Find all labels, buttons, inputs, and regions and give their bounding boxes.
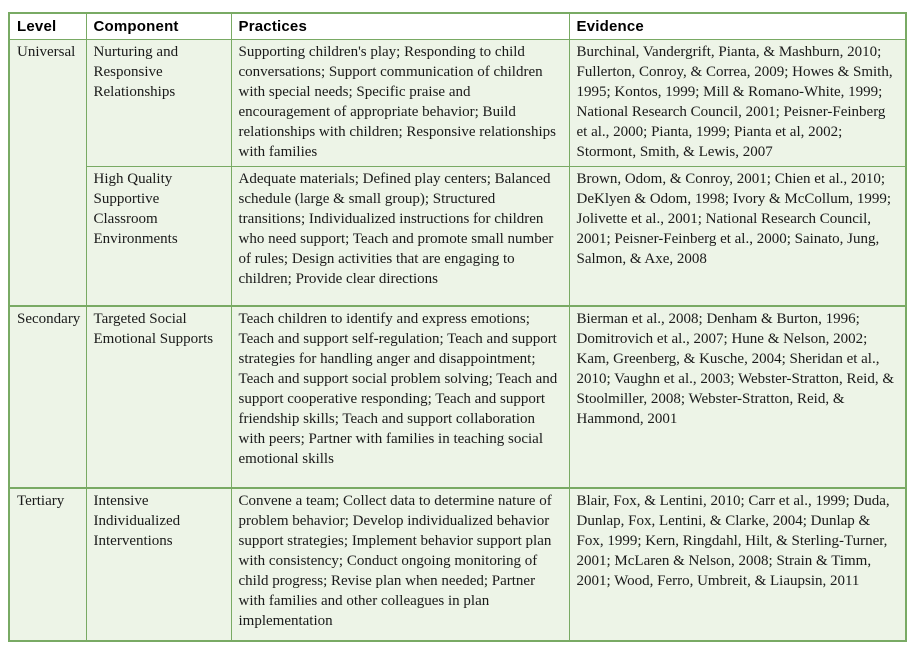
evidence-cell-universal-environments: Brown, Odom, & Conroy, 2001; Chien et al., 2010; DeKlyen & Odom, 1998; Ivory & McCollum, 1999; Jolivette et al., 2001; National Research Council, 2001; Peisner-Feinberg et al., 2000; Sainato, Jung, Salmon, & Axe, 2008 [569,166,906,306]
practices-cell-universal-environments: Adequate materials; Defined play centers; Balanced schedule (large & small group); Structured transitions; Individualized instructions for children who need support; Teach and promote small number of rules; Design activities that are engaging to children; Provide clear directions [231,166,569,306]
component-cell-intensive-individualized: Intensive Individualized Interventions [86,488,231,641]
evidence-cell-tertiary: Blair, Fox, & Lentini, 2010; Carr et al., 1999; Duda, Dunlap, Fox, Lentini, & Clarke, 2004; Dunlap & Fox, 1999; Kern, Ringdahl, Hilt, & Sterling-Turner, 2001; McLaren & Nelson, 2008; Strain & Timm, 2001; Wood, Ferro, Umbreit, & Liaupsin, 2011 [569,488,906,641]
practices-cell-universal-relationships: Supporting children's play; Responding to child conversations; Support communication of children with special needs; Specific praise and encouragement of appropriate behavior; Build relationships with children; Responsive relationships with families [231,39,569,166]
table-row-universal-relationships [9,39,906,166]
evidence-cell-universal-relationships: Burchinal, Vandergrift, Pianta, & Mashburn, 2010; Fullerton, Conroy, & Correa, 2009; Howes & Smith, 1995; Kontos, 1999; Mill & Romano-White, 1999; National Research Council, 2001; Peisner-Feinberg et al., 2000; Pianta, 1999; Pianta et al, 2002; Stormont, Smith, & Lewis, 2007 [569,39,906,166]
component-cell-nurturing-responsive-relationships: Nurturing and Responsive Relationships [86,39,231,166]
column-header-practices: Practices [231,13,569,39]
level-cell-tertiary: Tertiary [9,488,86,641]
tiered-practices-evidence-table [8,12,907,642]
tiered-practices-table-container [8,12,907,642]
practices-cell-tertiary: Convene a team; Collect data to determine nature of problem behavior; Develop individualized behavior support strategies; Implement behavior support plan with consistency; Conduct ongoing monitoring of child progress; Revise plan when needed; Partner with families and other colleagues in plan implementation [231,488,569,641]
component-cell-targeted-social-emotional: Targeted Social Emotional Supports [86,306,231,488]
practices-cell-secondary: Teach children to identify and express emotions; Teach and support self-regulation; Teach and support strategies for handling anger and disappointment; Teach and support social problem solving; Teach and support cooperative responding; Teach and support friendship skills; Teach and support collaboration with peers; Partner with families in teaching social emotional skills [231,306,569,488]
level-cell-universal: Universal [9,39,86,306]
level-cell-secondary: Secondary [9,306,86,488]
table-row-universal-environments [9,166,906,306]
column-header-level: Level [9,13,86,39]
column-header-evidence: Evidence [569,13,906,39]
header-row [9,13,906,39]
column-header-component: Component [86,13,231,39]
component-cell-high-quality-environments: High Quality Supportive Classroom Environments [86,166,231,306]
table-row-secondary [9,306,906,488]
evidence-cell-secondary: Bierman et al., 2008; Denham & Burton, 1996; Domitrovich et al., 2007; Hune & Nelson, 2002; Kam, Greenberg, & Kusche, 2004; Sheridan et al., 2010; Vaughn et al., 2003; Webster-Stratton, Reid, & Stoolmiller, 2008; Webster-Stratton, Reid, & Hammond, 2001 [569,306,906,488]
table-row-tertiary [9,488,906,641]
